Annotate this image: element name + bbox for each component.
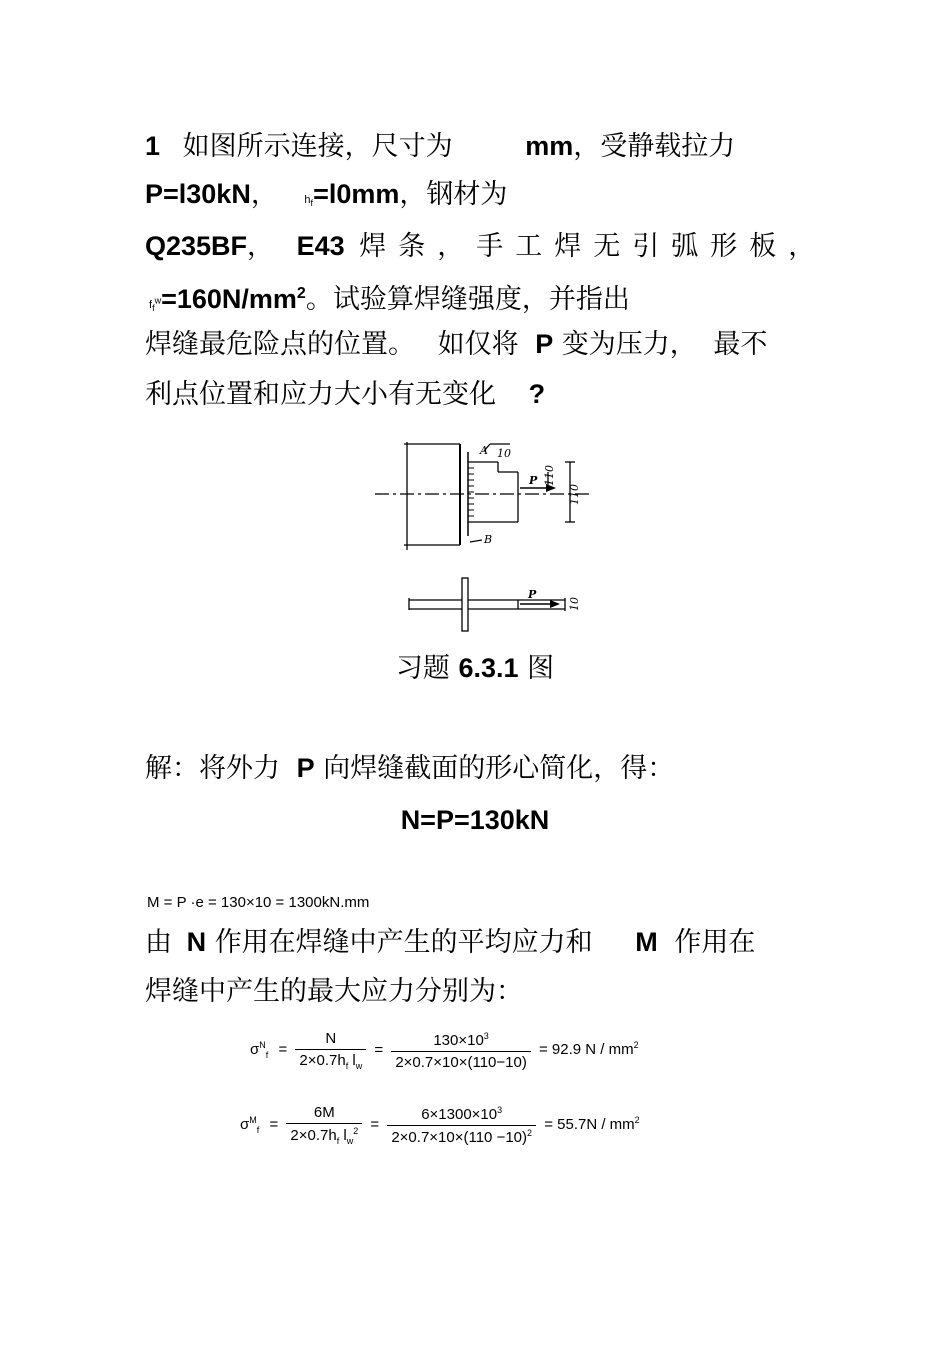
fraction-1: $\frac{N}{2\times 0.7h_f l_w}$ (295, 1030, 366, 1071)
ffw-exponent: 2 (296, 285, 306, 302)
fraction-3: $\frac{6M}{2\times 0.7h_f l_w^2}$ (286, 1104, 362, 1146)
comma: ， (247, 231, 275, 262)
load-p: P=l30kN (145, 179, 251, 209)
sigma-m-equation: $\sigma^M_f$ = $\frac{6M}{2\times 0.7h_f l_w^2}$ = $\frac{6\times 1300\times 10^3}{2\times 0.7\times 10\times(110 -10)^2}$ = $55.7N / mm^2$ (240, 1104, 640, 1146)
fraction-4: $\frac{6\times 1300\times 10^3}{2\times 0.7\times 10\times(110 -10)^2}$ (387, 1105, 536, 1146)
dim-10-side: 10 (568, 597, 581, 611)
sigma-m-symbol: $\sigma^M_f$ (240, 1114, 260, 1135)
load-p: P (535, 329, 554, 359)
hf-symbol: $h_f$ (304, 194, 314, 209)
problem-text: 焊缝最危险点的位置。 (145, 329, 415, 360)
comma: ， (250, 179, 278, 210)
fraction-2: $\frac{130\times 10^3}{2\times 0.7\times 10\times(110-10)}$ (391, 1031, 531, 1071)
label-a: A (480, 444, 488, 457)
solution-text-2: 焊缝中产生的最大应力分别为： (145, 976, 523, 1007)
problem-number: 1 (145, 131, 161, 161)
problem-text: ，钢材为 (399, 179, 508, 210)
label-p: P (529, 474, 538, 487)
dim-110b: 110 (568, 484, 581, 505)
problem-text: ，受静载拉力 (573, 131, 736, 162)
problem-text: 。试验算焊缝强度，并指出 (305, 284, 630, 315)
problem-text: 变为压力， (561, 329, 697, 360)
figure-caption: 习题 6.3.1 图 (395, 653, 555, 684)
label-b: B (484, 533, 493, 546)
ffw-value: =160N/mm (161, 284, 297, 314)
dim-110a: 110 (543, 465, 556, 486)
sigma-m-result: = $55.7N / mm^2$ (544, 1114, 640, 1133)
sigma-n-result: = 92.9 N / $mm^2$ (539, 1040, 639, 1059)
sigma-n-symbol: $\sigma^N_f$ (250, 1040, 269, 1061)
n-equation: N=P=130kN (400, 805, 550, 835)
steel-grade: Q235BF (145, 231, 248, 261)
problem-text: 最不 (713, 329, 768, 360)
hf-value: =l0mm (313, 179, 400, 209)
solution-text-1: 由 N 作用在焊缝中产生的平均应力和 M 作用在 (145, 927, 756, 958)
electrode: E43 (296, 231, 345, 261)
m-equation: M = P ·e = 130×10 = 1300kN.mm (147, 894, 370, 911)
ffw-symbol: $f_f^w$ (149, 295, 162, 314)
unit-mm: mm (525, 131, 574, 161)
problem-text: 如仅将 (437, 329, 519, 360)
solution-intro: 解：将外力 P 向焊缝截面的形心简化，得： (145, 753, 675, 784)
label-p-side: P (528, 588, 537, 601)
sigma-n-equation: $\sigma^N_f$ = $\frac{N}{2\times 0.7h_f l_w}$ = $\frac{130\times 10^3}{2\times 0.7\times 10\times(110-10)}$ = 92.9 N / $mm^2$ (250, 1030, 639, 1071)
problem-text: 利点位置和应力大小有无变化 (145, 379, 496, 410)
connection-figure (0, 0, 950, 650)
problem-text: 如图所示连接，尺寸为 (182, 131, 453, 162)
problem-text: 焊条，手工焊无引弧形板， (359, 231, 828, 262)
question-mark: ? (528, 379, 546, 409)
dim-10: 10 (497, 447, 511, 460)
